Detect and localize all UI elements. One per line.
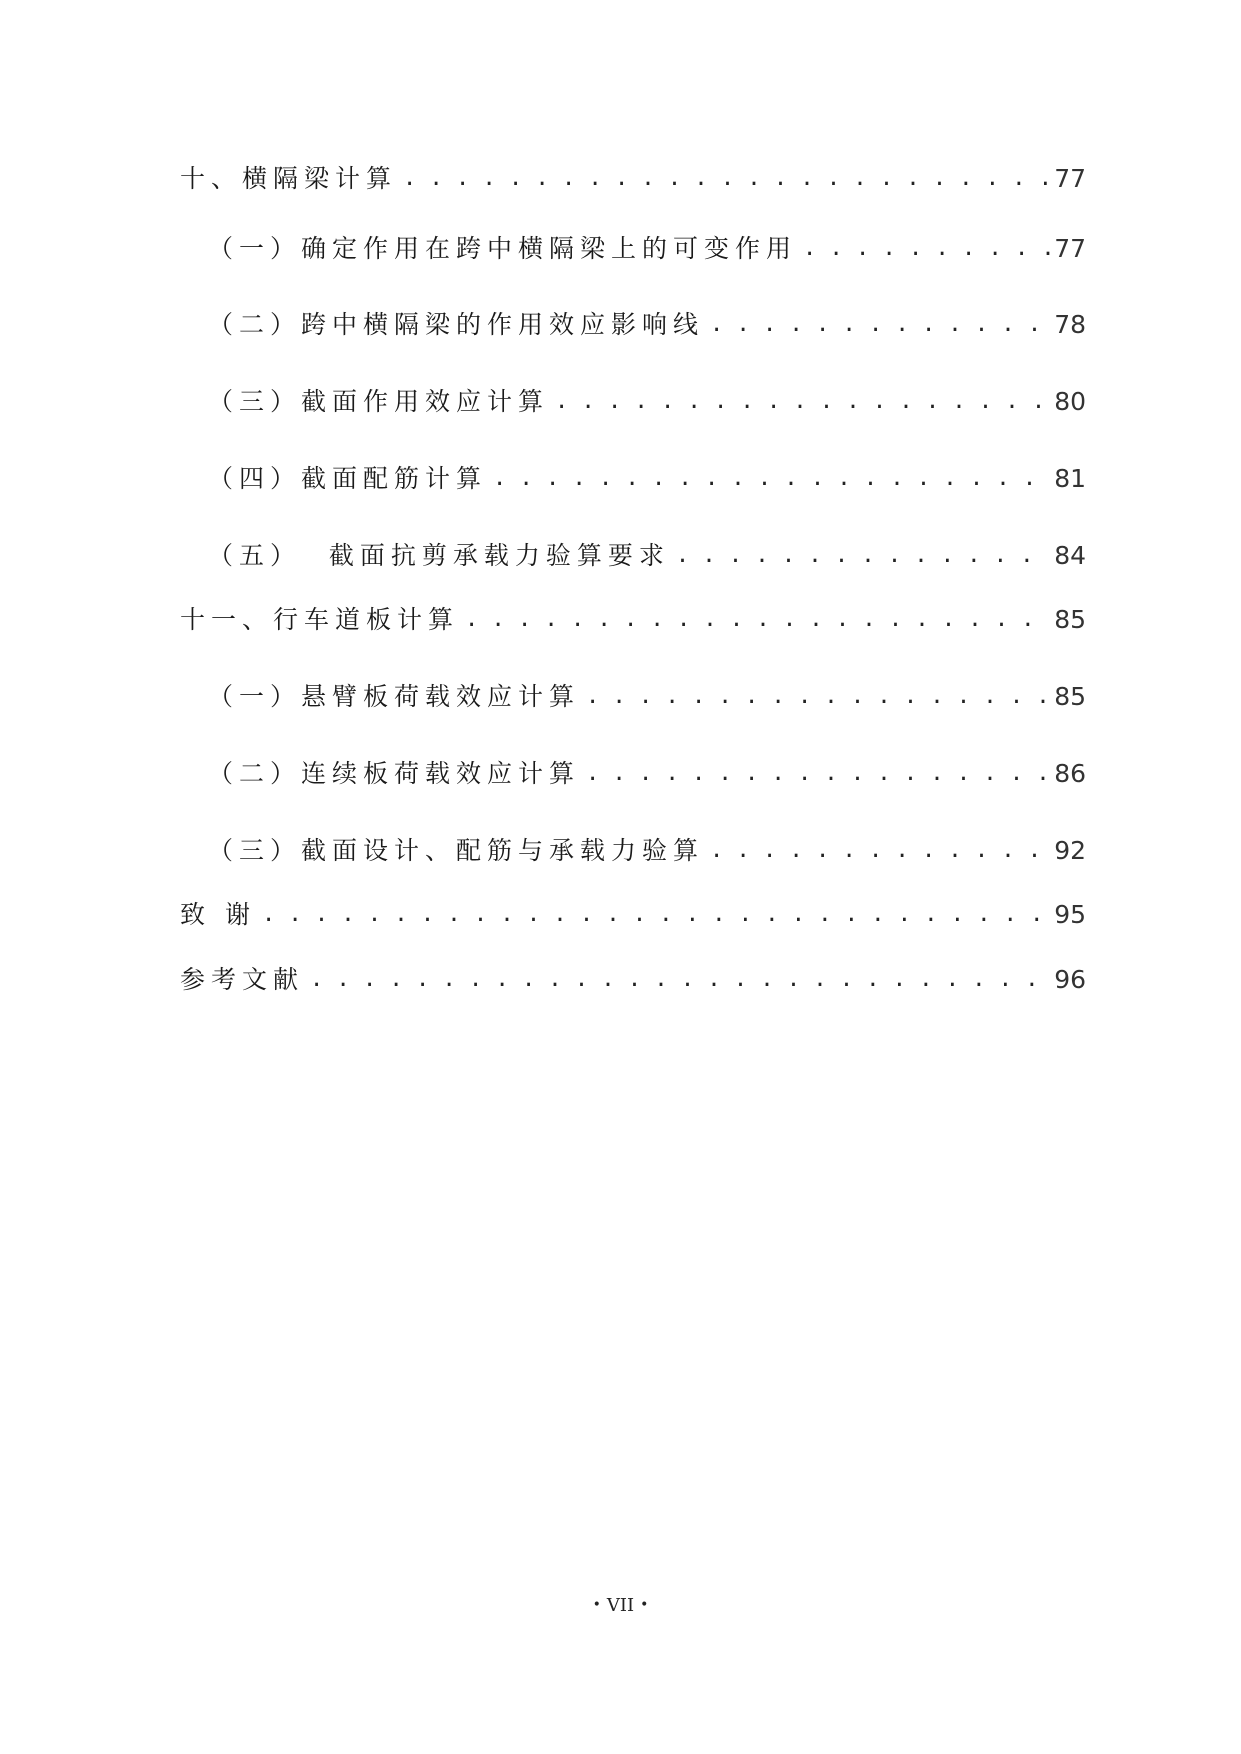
toc-entry-title: 十、横隔梁计算 [180,164,398,193]
toc-entry-title: （二）连续板荷载效应计算 [208,759,581,788]
toc-entry-title: （一）确定作用在跨中横隔梁上的可变作用 [208,234,798,263]
toc-entry-title: （二）跨中横隔梁的作用效应影响线 [208,310,705,339]
toc-entry-title: （五） 截面抗剪承载力验算要求 [208,541,670,570]
dot-leader [710,831,1050,871]
toc-entry-10-5[interactable] [208,536,1086,576]
page-footer [0,1595,1241,1616]
dot-leader [465,600,1050,640]
toc-entry-page: 81 [1054,464,1086,493]
toc-entry-11-3[interactable] [208,831,1086,871]
dot-leader [262,895,1050,935]
toc-entry-title: （三）截面作用效应计算 [208,387,550,416]
toc-entry-title: （三）截面设计、配筋与承载力验算 [208,836,705,865]
toc-entry-title: 致 谢 [180,900,256,929]
toc-entry-chapter-11[interactable] [180,600,1086,640]
dot-leader [586,754,1050,794]
dot-leader [403,159,1050,199]
dot-leader [555,382,1050,422]
toc-entry-page: 96 [1054,965,1086,994]
toc-entry-references[interactable] [180,960,1086,1000]
toc-entry-10-4[interactable] [208,459,1086,499]
toc-entry-10-3[interactable] [208,382,1086,422]
toc-entry-title: 十一、行车道板计算 [180,605,460,634]
toc-entry-title: 参考文献 [180,965,305,994]
dot-leader [676,536,1050,576]
footer-bullet-left: • [592,1597,601,1613]
toc-entry-page: 86 [1054,759,1086,788]
toc-entry-title: （四）截面配筋计算 [208,464,488,493]
toc-entry-page: 80 [1054,387,1086,416]
toc-entry-11-2[interactable] [208,754,1086,794]
toc-entry-acknowledgements[interactable] [180,895,1086,935]
toc-entry-title: （一）悬臂板荷载效应计算 [208,682,581,711]
toc-entry-page: 85 [1054,682,1086,711]
toc-entry-page: 95 [1054,900,1086,929]
dot-leader [310,960,1050,1000]
toc-entry-page: 77 [1054,164,1086,193]
toc-entry-page: 84 [1054,541,1086,570]
footer-bullet-right: • [640,1597,649,1613]
dot-leader [803,229,1050,269]
toc-entry-10-1[interactable] [208,229,1086,269]
toc-entry-page: 92 [1054,836,1086,865]
toc-entry-page: 85 [1054,605,1086,634]
toc-entry-chapter-10[interactable] [180,159,1086,199]
toc-entry-10-2[interactable] [208,305,1086,345]
dot-leader [493,459,1050,499]
toc-entry-page: 77 [1054,234,1086,263]
dot-leader [586,677,1050,717]
page-number: VII [606,1595,635,1616]
toc-entry-page: 78 [1054,310,1086,339]
dot-leader [710,305,1050,345]
toc-entry-11-1[interactable] [208,677,1086,717]
